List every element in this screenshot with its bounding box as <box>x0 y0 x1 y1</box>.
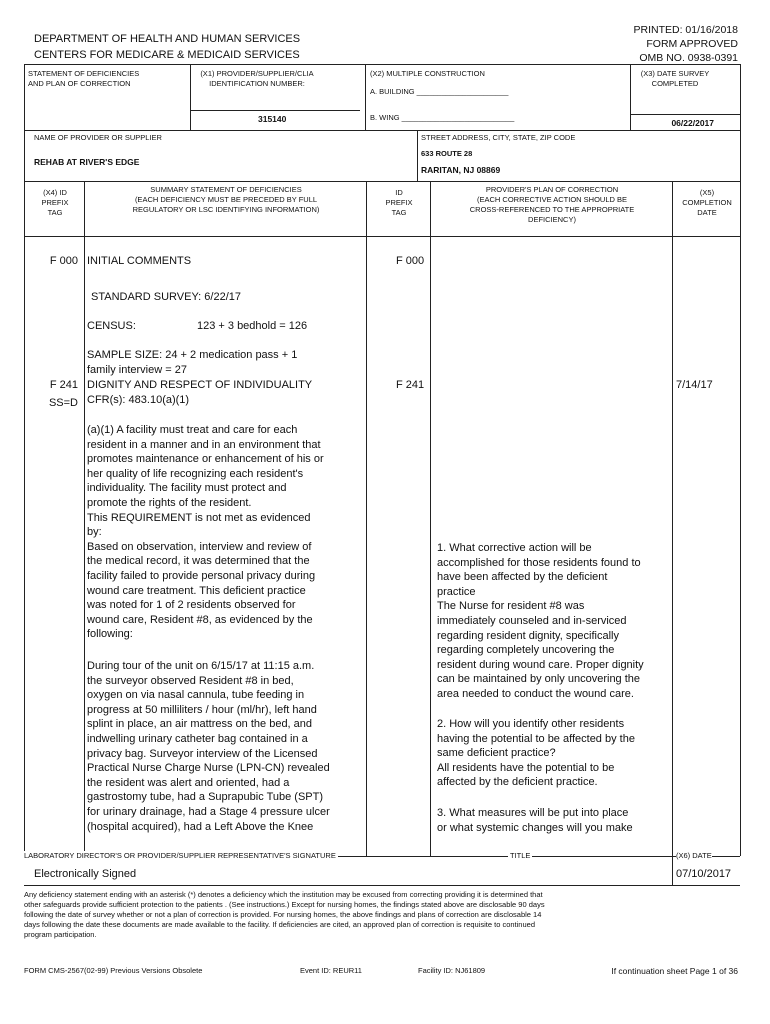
address-street: 633 ROUTE 28 <box>421 149 473 158</box>
provider-name-label: NAME OF PROVIDER OR SUPPLIER <box>34 133 162 142</box>
signature-date: 07/10/2017 <box>676 868 732 880</box>
tag-f000: F 000 <box>49 255 78 267</box>
severity-tag: SS=D <box>48 397 78 409</box>
x1-label: (X1) PROVIDER/SUPPLIER/CLIA IDENTIFICATION NUMBER: <box>200 69 314 88</box>
rule <box>24 236 740 237</box>
rule <box>190 110 360 111</box>
plan-item-1: 1. What corrective action will be accomplished for those residents found to have been affected by the deficient practice The Nurse for resident #8 was immediately counseled and in-serviced regarding resident dignity, specifically regarding completely uncovering the resident during wound care. Proper dignity can be maintained by only uncovering the area needed to conduct the wound care. <box>437 542 644 700</box>
standard-survey: STANDARD SURVEY: 6/22/17 <box>91 291 241 303</box>
dignity-title: DIGNITY AND RESPECT OF INDIVIDUALITY CFR(s): 483.10(a)(1) <box>87 379 313 406</box>
rule <box>630 64 631 130</box>
tag-f241: F 241 <box>49 379 78 391</box>
department-name: DEPARTMENT OF HEALTH AND HUMAN SERVICES <box>34 33 301 45</box>
printed-date: PRINTED: 01/16/2018 <box>633 24 738 36</box>
x4-header: (X4) ID PREFIX TAG <box>41 188 69 217</box>
building-field: A. BUILDING ______________________ <box>370 87 509 96</box>
date-label: (X6) DATE <box>676 851 712 860</box>
rule <box>365 64 366 130</box>
form-number: FORM CMS-2567(02-99) Previous Versions Obsolete <box>24 966 203 975</box>
disclaimer: Any deficiency statement ending with an asterisk (*) denotes a deficiency which the institution may be excused from correcting providing it is determined that other safeguards provide sufficient protection to the patients . (See instructions.) Except for nursing homes, the findings stated above are disclosable 90 days following the date of survey whether or not a plan of correction is provided. For nursing homes, the above findings and plans of correction are disclosable 14 days following the date these documents are made available to the facility. If deficiencies are cited, an approved plan of correction is requisite to continued program participation. <box>24 890 545 939</box>
page-number: If continuation sheet Page 1 of 36 <box>611 966 738 976</box>
rule <box>672 846 673 885</box>
rule <box>24 181 740 182</box>
wing-field: B. WING ___________________________ <box>370 113 515 122</box>
rule <box>430 181 431 856</box>
initial-comments: INITIAL COMMENTS <box>87 255 192 267</box>
plan-header: PROVIDER'S PLAN OF CORRECTION (EACH CORRECTIVE ACTION SHOULD BE CROSS-REFERENCED TO THE APPROPRIATE DEFICIENCY) <box>469 185 635 224</box>
plan-item-3: 3. What measures will be put into place or what systemic changes will you make <box>437 807 633 834</box>
statement-label: STATEMENT OF DEFICIENCIES AND PLAN OF CORRECTION <box>28 69 140 88</box>
plan-item-2: 2. How will you identify other residents having the potential to be affected by the same deficient practice? All residents have the potential to be affected by the deficient practice. <box>437 718 635 789</box>
facility-id: Facility ID: NJ61809 <box>418 966 486 975</box>
form-approved: FORM APPROVED <box>646 38 738 50</box>
rule <box>630 114 740 115</box>
completion-date: 7/14/17 <box>676 379 713 391</box>
survey-date: 06/22/2017 <box>671 118 714 128</box>
rule <box>24 130 740 131</box>
address-city: RARITAN, NJ 08869 <box>421 165 501 175</box>
summary-header: SUMMARY STATEMENT OF DEFICIENCIES (EACH DEFICIENCY MUST BE PRECEDED BY FULL REGULATORY OR LSC IDENTIFYING INFORMATION) <box>132 185 320 214</box>
id-f000: F 000 <box>396 255 425 267</box>
rule <box>190 64 191 130</box>
tour-text: During tour of the unit on 6/15/17 at 11:15 a.m. the surveyor observed Resident #8 in bed, oxygen on via nasal cannula, tube feeding in progress at 50 milliliters / hour (ml/hr), left hand splint in place, an air mattress on the bed, and indwelling urinary catheter bag contained in a privacy bag. Surveyor interview of the Licensed Practical Nurse Charge Nurse (LPN-CN) revealed the resident was alert and oriented, had a gastrostomy tube, had a Suprapubic Tube (SPT) for urinary drainage, had a Stage 4 pressure ulcer (hospital acquired), had a Left Above the Knee <box>87 660 330 833</box>
rule <box>24 64 25 856</box>
rule <box>84 181 85 856</box>
signature-value: Electronically Signed <box>34 868 137 880</box>
sample-size: SAMPLE SIZE: 24 + 2 medication pass + 1 family interview = 27 <box>87 349 298 376</box>
id-f241: F 241 <box>396 379 425 391</box>
x2-label: (X2) MULTIPLE CONSTRUCTION <box>370 69 485 78</box>
x3-label: (X3) DATE SURVEY COMPLETED <box>640 69 710 88</box>
deficiency-text: (a)(1) A facility must treat and care for each resident in a manner and in an environment that promotes maintenance or enhancement of his or her quality of life recognizing each resident's individuality. The facility must protect and promote the rights of the resident. This REQUIREMENT is not met as evidenced by: Based on observation, interview and review of the medical record, it was determined that the facility failed to provide personal privacy during wound care treatment. This deficient practice was noted for 1 of 2 residents observed for wound care, Resident #8, as evidenced by the following: <box>87 424 324 641</box>
event-id: Event ID: REUR11 <box>300 966 362 975</box>
omb-number: OMB NO. 0938-0391 <box>639 52 738 64</box>
x5-header: (X5) COMPLETION DATE <box>682 188 732 217</box>
title-label: TITLE <box>510 851 531 860</box>
id-header: ID PREFIX TAG <box>385 188 413 217</box>
agency-name: CENTERS FOR MEDICARE & MEDICAID SERVICES <box>34 49 300 61</box>
rule <box>24 64 740 65</box>
address-label: STREET ADDRESS, CITY, STATE, ZIP CODE <box>421 133 576 142</box>
signature-label: LABORATORY DIRECTOR'S OR PROVIDER/SUPPLIER REPRESENTATIVE'S SIGNATURE <box>24 851 336 860</box>
rule <box>366 181 367 856</box>
provider-name: REHAB AT RIVER'S EDGE <box>34 157 140 167</box>
census-value: 123 + 3 bedhold = 126 <box>197 320 308 332</box>
census-label: CENSUS: <box>87 320 136 332</box>
rule <box>740 64 741 856</box>
provider-number: 315140 <box>258 114 287 124</box>
rule <box>24 885 740 886</box>
rule <box>417 130 418 181</box>
